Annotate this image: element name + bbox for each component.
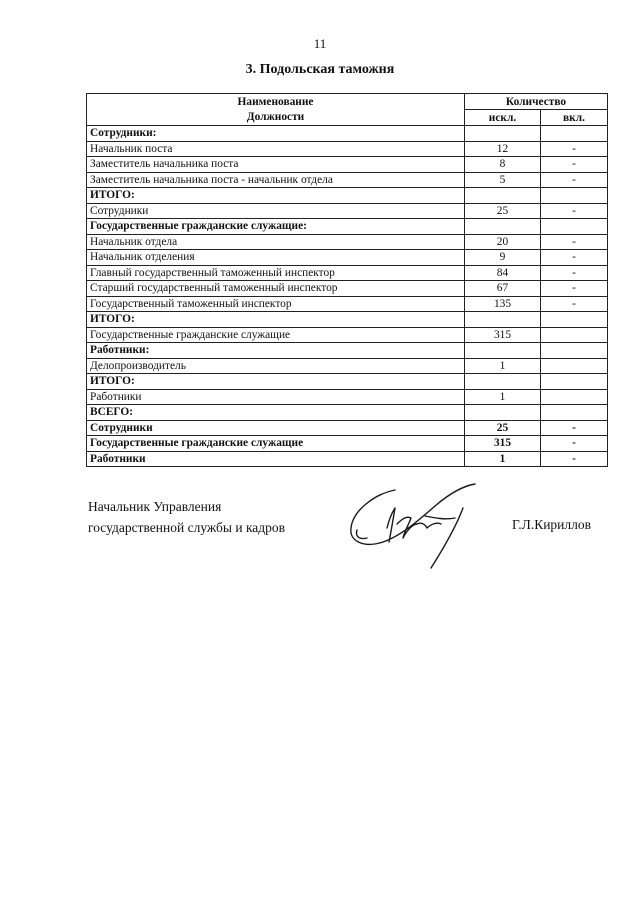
row-excl: 135 [465, 296, 541, 312]
row-label: ИТОГО: [87, 188, 465, 204]
table-row [87, 389, 608, 405]
row-excl: 84 [465, 265, 541, 281]
table-row [87, 141, 608, 157]
row-label: Государственные гражданские служащие: [87, 219, 465, 235]
row-incl: - [541, 250, 608, 266]
row-incl [541, 188, 608, 204]
table-row [87, 420, 608, 436]
row-excl [465, 343, 541, 359]
row-incl [541, 219, 608, 235]
row-incl [541, 358, 608, 374]
row-label: Начальник отдела [87, 234, 465, 250]
position-line-1: Начальник Управления [88, 499, 222, 514]
row-incl [541, 126, 608, 142]
position-line-2: государственной службы и кадров [88, 520, 286, 535]
row-incl: - [541, 141, 608, 157]
row-label: Сотрудники: [87, 126, 465, 142]
row-excl [465, 405, 541, 421]
row-excl: 5 [465, 172, 541, 188]
row-incl: - [541, 172, 608, 188]
row-incl: - [541, 234, 608, 250]
row-excl: 1 [465, 389, 541, 405]
row-incl [541, 343, 608, 359]
row-label: ВСЕГО: [87, 405, 465, 421]
row-excl: 8 [465, 157, 541, 173]
table-row [87, 157, 608, 173]
row-excl: 315 [465, 327, 541, 343]
header-name-line2: Должности [87, 110, 465, 126]
row-label: Старший государственный таможенный инспектор [87, 281, 465, 297]
row-label: Работники [87, 389, 465, 405]
table-row [87, 312, 608, 328]
row-excl [465, 374, 541, 390]
row-incl: - [541, 436, 608, 452]
row-incl [541, 327, 608, 343]
table-row [87, 281, 608, 297]
row-label: Главный государственный таможенный инспектор [87, 265, 465, 281]
page-number: 11 [313, 36, 327, 51]
signature-position [88, 496, 285, 538]
table-row [87, 265, 608, 281]
row-label: Делопроизводитель [87, 358, 465, 374]
row-label: Начальник отделения [87, 250, 465, 266]
row-excl [465, 188, 541, 204]
row-incl [541, 374, 608, 390]
row-excl: 25 [465, 420, 541, 436]
row-label: Государственный таможенный инспектор [87, 296, 465, 312]
row-excl [465, 312, 541, 328]
row-excl: 25 [465, 203, 541, 219]
table-row [87, 374, 608, 390]
row-label: Заместитель начальника поста [87, 157, 465, 173]
row-incl: - [541, 203, 608, 219]
row-excl: 12 [465, 141, 541, 157]
row-excl: 1 [465, 358, 541, 374]
row-label: Работники [87, 451, 465, 467]
row-label: Работники: [87, 343, 465, 359]
row-incl: - [541, 296, 608, 312]
table-row [87, 343, 608, 359]
row-excl: 67 [465, 281, 541, 297]
row-excl: 9 [465, 250, 541, 266]
row-excl: 1 [465, 451, 541, 467]
table-row [87, 327, 608, 343]
table-row [87, 436, 608, 452]
page-title: 3. Подольская таможня [245, 62, 395, 77]
row-label: ИТОГО: [87, 312, 465, 328]
table-subheader-row [87, 110, 608, 126]
header-name-line1: Наименование [87, 94, 465, 110]
table-row [87, 188, 608, 204]
table-header-row [87, 94, 608, 110]
header-incl: вкл. [541, 110, 608, 126]
row-incl: - [541, 420, 608, 436]
header-excl: искл. [465, 110, 541, 126]
signer-name: Г.Л.Кириллов [512, 517, 591, 532]
table-row [87, 203, 608, 219]
row-excl: 315 [465, 436, 541, 452]
row-label: Государственные гражданские служащие [87, 327, 465, 343]
table-body [87, 126, 608, 467]
table-row [87, 296, 608, 312]
row-incl: - [541, 157, 608, 173]
header-quantity: Количество [465, 94, 608, 110]
row-label: Государственные гражданские служащие [87, 436, 465, 452]
table-row [87, 451, 608, 467]
row-incl [541, 389, 608, 405]
row-excl [465, 219, 541, 235]
table-row [87, 234, 608, 250]
row-incl: - [541, 281, 608, 297]
row-incl: - [541, 265, 608, 281]
row-incl: - [541, 451, 608, 467]
table-row [87, 172, 608, 188]
row-incl [541, 312, 608, 328]
row-incl [541, 405, 608, 421]
table-row [87, 219, 608, 235]
row-label: Сотрудники [87, 420, 465, 436]
row-label: Начальник поста [87, 141, 465, 157]
row-label: Заместитель начальника поста - начальник отдела [87, 172, 465, 188]
handwritten-signature [345, 468, 505, 574]
table-row [87, 126, 608, 142]
table-row [87, 358, 608, 374]
row-label: ИТОГО: [87, 374, 465, 390]
table-row [87, 250, 608, 266]
row-label: Сотрудники [87, 203, 465, 219]
row-excl [465, 126, 541, 142]
row-excl: 20 [465, 234, 541, 250]
staff-table [86, 93, 608, 467]
table-row [87, 405, 608, 421]
